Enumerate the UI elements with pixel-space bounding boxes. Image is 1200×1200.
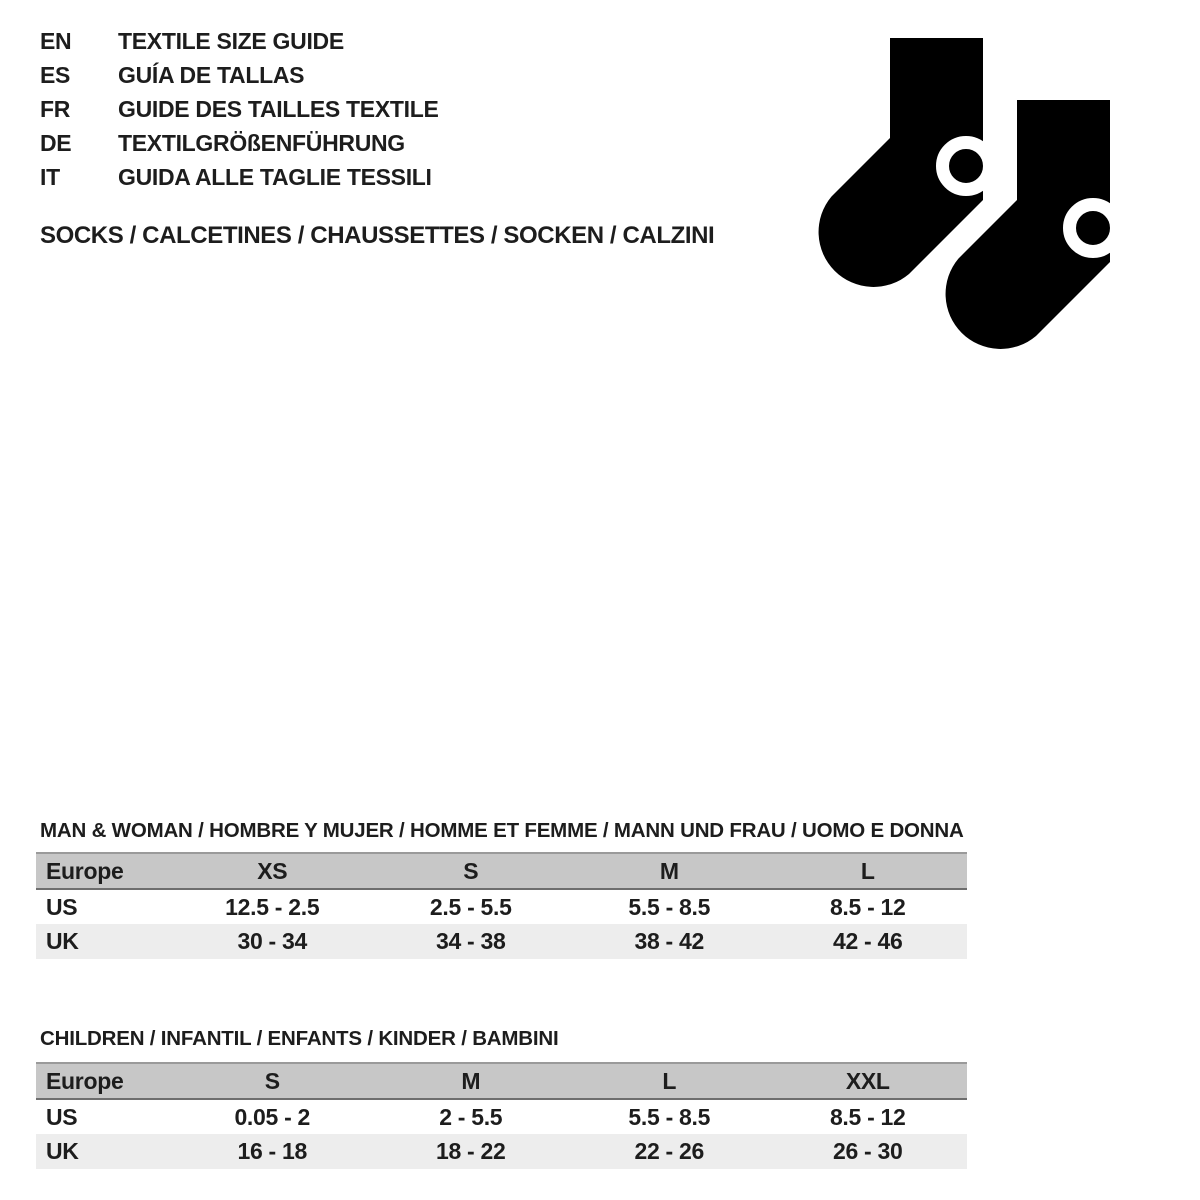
column-header-region: Europe <box>36 1063 173 1099</box>
row-label: UK <box>46 1138 79 1164</box>
guide-title: TEXTILE SIZE GUIDE <box>118 28 344 54</box>
language-row <box>40 24 439 58</box>
row-label: US <box>46 1103 78 1130</box>
column-header-size: L <box>570 1063 769 1099</box>
table-row-uk <box>36 924 967 959</box>
column-header-size: S <box>372 853 571 889</box>
column-header-size: S <box>173 1063 372 1099</box>
language-row <box>40 126 439 160</box>
size-cell: 16 - 18 <box>237 1138 307 1164</box>
guide-title: GUIDA ALLE TAGLIE TESSILI <box>118 164 432 190</box>
language-code: DE <box>40 130 72 156</box>
table-row-us <box>36 889 967 924</box>
language-row <box>40 160 439 194</box>
table-header-row <box>36 853 967 889</box>
size-cell: 30 - 34 <box>237 928 307 954</box>
column-header-size: XXL <box>769 1063 968 1099</box>
size-cell: 22 - 26 <box>634 1138 704 1164</box>
socks-icon <box>790 20 1170 350</box>
size-cell: 5.5 - 8.5 <box>628 893 711 920</box>
row-label: UK <box>46 928 79 954</box>
size-cell: 34 - 38 <box>435 928 506 954</box>
size-cell: 2.5 - 5.5 <box>429 893 512 920</box>
guide-title: GUÍA DE TALLAS <box>118 62 305 88</box>
language-row <box>40 58 439 92</box>
table-title-children: CHILDREN / INFANTIL / ENFANTS / KINDER / BAMBINI <box>40 1027 559 1050</box>
column-header-region: Europe <box>36 853 173 889</box>
socks-icon-svg <box>790 20 1170 350</box>
column-header-size: XS <box>173 853 372 889</box>
table-title-adults: MAN & WOMAN / HOMBRE Y MUJER / HOMME ET FEMME / MANN UND FRAU / UOMO E DONNA <box>40 819 964 842</box>
size-cell: 8.5 - 12 <box>829 1103 906 1130</box>
column-header-size: L <box>769 853 968 889</box>
guide-title: TEXTILGRÖßENFÜHRUNG <box>118 130 405 156</box>
product-category-line: SOCKS / CALCETINES / CHAUSSETTES / SOCKEN / CALZINI <box>40 222 715 249</box>
table-header-row <box>36 1063 967 1099</box>
language-row <box>40 92 439 126</box>
size-cell: 5.5 - 8.5 <box>628 1103 711 1130</box>
size-cell: 2 - 5.5 <box>439 1103 503 1130</box>
size-cell: 42 - 46 <box>832 928 903 954</box>
row-label: US <box>46 893 78 920</box>
size-cell: 26 - 30 <box>832 1138 903 1164</box>
size-cell: 18 - 22 <box>435 1138 506 1164</box>
size-cell: 8.5 - 12 <box>829 893 906 920</box>
table-row-uk <box>36 1134 967 1169</box>
sock-left <box>819 38 990 287</box>
size-cell: 12.5 - 2.5 <box>225 893 320 920</box>
guide-title: GUIDE DES TAILLES TEXTILE <box>118 96 439 122</box>
language-code: FR <box>40 96 71 122</box>
language-code: EN <box>40 28 72 54</box>
column-header-size: M <box>372 1063 571 1099</box>
language-code: ES <box>40 62 71 88</box>
language-code: IT <box>40 164 60 190</box>
size-table-children <box>36 1062 967 1169</box>
size-cell: 0.05 - 2 <box>234 1103 311 1130</box>
size-table-adults <box>36 852 967 959</box>
size-cell: 38 - 42 <box>634 928 704 954</box>
table-row-us <box>36 1099 967 1134</box>
column-header-size: M <box>570 853 769 889</box>
language-title-block <box>40 24 439 194</box>
